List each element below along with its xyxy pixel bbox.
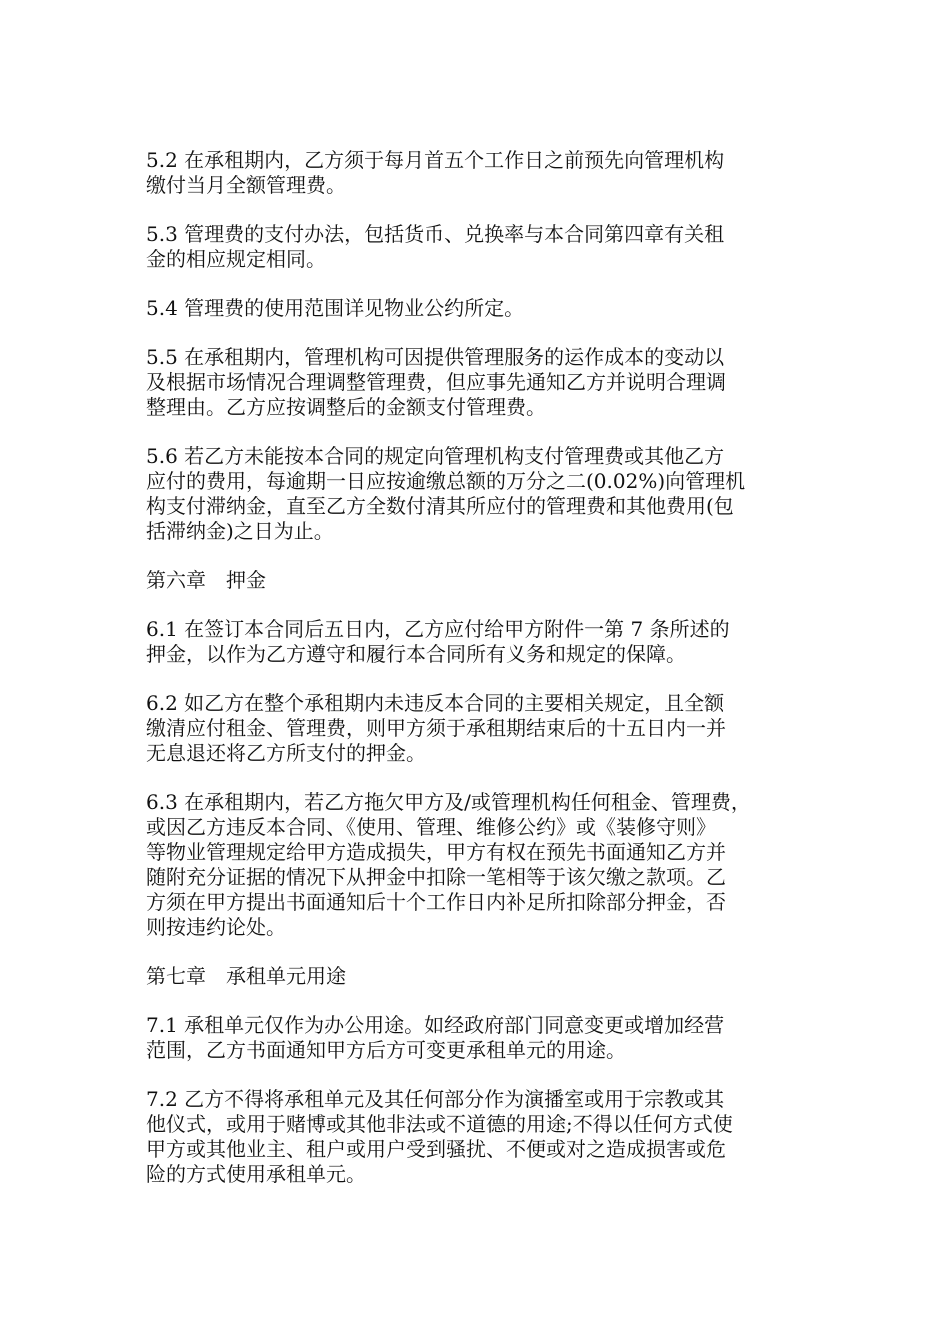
clause-5-3: 5.3 管理费的支付办法，包括货币、兑换率与本合同第四章有关租 金的相应规定相同。 — [146, 222, 725, 271]
clause-6-1: 6.1 在签订本合同后五日内，乙方应付给甲方附件一第 7 条所述的 押金，以作为乙方遵守和履行本合同所有义务和规定的保障。 — [146, 617, 730, 666]
clause-5-5: 5.5 在承租期内，管理机构可因提供管理服务的运作成本的变动以 及根据市场情况合理调整管理费，但应事先通知乙方并说明合理调 整理由。乙方应按调整后的金额支付管理费。 — [146, 345, 726, 419]
clause-5-2: 5.2 在承租期内，乙方须于每月首五个工作日之前预先向管理机构 缴付当月全额管理费。 — [146, 148, 725, 197]
clause-6-3: 6.3 在承租期内，若乙方拖欠甲方及/或管理机构任何租金、管理费， 或因乙方违反本合同、《使用、管理、维修公约》或《装修守则》 等物业管理规定给甲方造成损失，甲方有权在预先书面通知乙方并 随附充分证据的情况下从押金中扣除一笔相等于该欠缴之款项。乙 方须在甲方提出书面通知后十个工作日内补足所扣除部分押金，否 则按违约论处。 — [146, 790, 751, 939]
document-body — [146, 148, 810, 1211]
clause-6-2: 6.2 如乙方在整个承租期内未违反本合同的主要相关规定，且全额 缴清应付租金、管理费，则甲方须于承租期结束后的十五日内一并 无息退还将乙方所支付的押金。 — [146, 691, 726, 765]
chapter-7-heading: 第七章 承租单元用途 — [146, 964, 346, 988]
chapter-6-heading: 第六章 押金 — [146, 568, 266, 592]
clause-5-4: 5.4 管理费的使用范围详见物业公约所定。 — [146, 296, 525, 320]
clause-7-2: 7.2 乙方不得将承租单元及其任何部分作为演播室或用于宗教或其 他仪式，或用于赌博或其他非法或不道德的用途;不得以任何方式使 甲方或其他业主、租户或用户受到骚扰、不便或对之造成损害或危 险的方式使用承租单元。 — [146, 1087, 733, 1186]
clause-7-1: 7.1 承租单元仅作为办公用途。如经政府部门同意变更或增加经营 范围，乙方书面通知甲方后方可变更承租单元的用途。 — [146, 1013, 725, 1062]
clause-5-6: 5.6 若乙方未能按本合同的规定向管理机构支付管理费或其他乙方 应付的费用，每逾期一日应按逾缴总额的万分之二(0.02%)向管理机 构支付滞纳金，直至乙方全数付清其所应付的管理费和其他费用(包 括滞纳金)之日为止。 — [146, 444, 746, 543]
